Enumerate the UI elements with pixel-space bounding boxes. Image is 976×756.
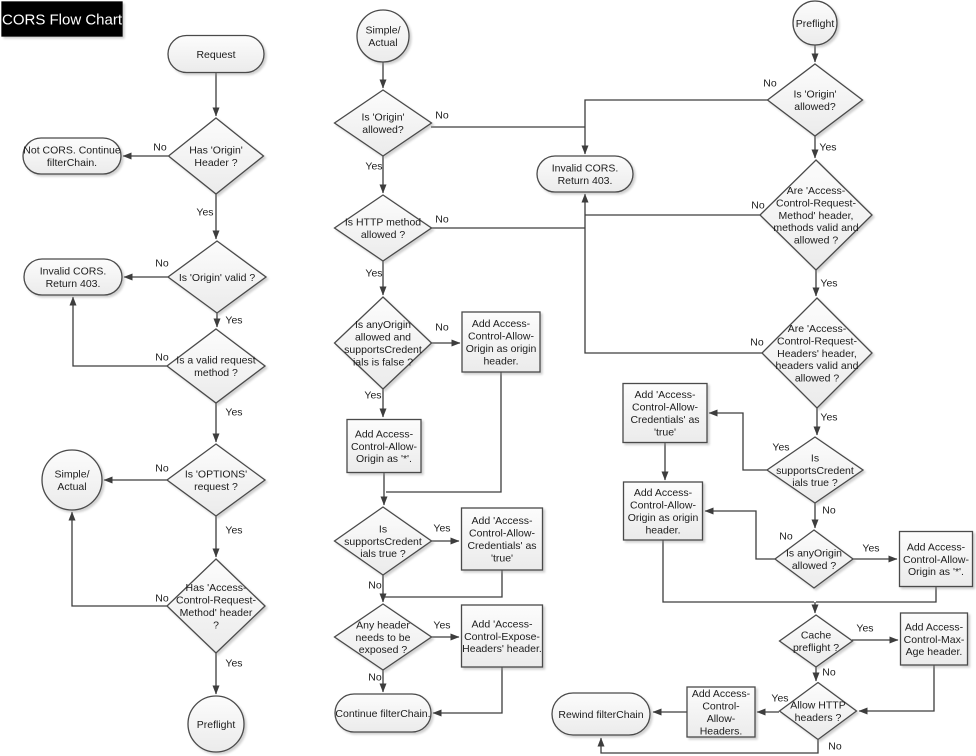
edge-label-no: No [751, 199, 765, 212]
node-left-request [168, 36, 264, 73]
node-label-mid-add-expose-headers: Add 'Access-Control-Expose-Headers' header. [462, 618, 542, 656]
edge-right-origin-allowed-no [585, 100, 768, 154]
node-left-not-cors-continue [23, 138, 121, 174]
node-mid-add-expose-headers [462, 605, 543, 667]
node-mid-simple-actual [357, 10, 409, 62]
node-mid-add-origin-as-star [347, 420, 421, 473]
node-left-has-acrm-header [167, 559, 265, 653]
edge-label-yes: Yes [225, 314, 243, 327]
node-chart-title [2, 2, 123, 36]
node-right-acrm-valid-allowed [760, 160, 872, 270]
node-label-left-simple-actual: Simple/ Actual [54, 468, 90, 493]
edge-label-yes: Yes [771, 692, 789, 705]
node-label-mid-any-header-exposed: Any header needs to be exposed ? [355, 619, 411, 657]
edge-valid-method-no [73, 297, 167, 366]
edge-label-no: No [153, 141, 167, 154]
edge-label-no: No [155, 462, 169, 475]
node-label-right-add-origin-as-origin-header: Add Access-Control-Allow-Origin as origin header. [627, 487, 699, 537]
node-label-right-is-supports-credentials: Is supportsCredent ials true ? [776, 452, 854, 490]
node-label-mid-add-origin-as-origin-header: Add Access-Control-Allow-Origin as origin header. [465, 318, 537, 368]
edge-label-no: No [822, 666, 836, 679]
edge-label-no: No [435, 213, 449, 226]
edge-label-yes: Yes [819, 141, 837, 154]
edge-label-yes: Yes [856, 622, 874, 635]
node-label-left-not-cors-continue: Not CORS. Continue filterChain. [23, 144, 121, 169]
edge-right-allowheaders-no [601, 738, 818, 753]
edge-label-no: No [155, 257, 169, 270]
edge-right-supportscred-yes [709, 413, 767, 470]
node-mid-invalid-cors [537, 156, 633, 192]
node-right-allow-http-headers [780, 683, 857, 740]
node-mid-add-origin-as-origin-header [462, 312, 540, 372]
node-label-right-allow-http-headers: Allow HTTP headers ? [790, 699, 846, 724]
edge-label-no: No [750, 336, 764, 349]
node-label-right-cache-preflight: Cache preflight ? [792, 629, 840, 654]
node-mid-add-allow-credentials [462, 508, 543, 570]
node-left-invalid-cors [24, 259, 122, 295]
node-mid-is-supports-credentials [335, 507, 432, 575]
node-label-mid-simple-actual: Simple/ Actual [365, 24, 401, 49]
edge-label-yes: Yes [862, 542, 880, 555]
node-label-left-request: Request [196, 48, 236, 61]
node-label-left-preflight: Preflight [196, 718, 236, 731]
node-label-right-add-max-age: Add Access-Control-Max-Age header. [903, 621, 965, 659]
node-right-is-origin-allowed [768, 64, 863, 136]
node-label-right-acrh-valid-allowed: Are 'Access-Control-Request-Headers' header, headers valid and allowed ? [775, 323, 859, 385]
node-mid-is-http-method-allowed [335, 195, 432, 261]
edge-label-yes: Yes [433, 522, 451, 535]
edge-has-acrm-no [72, 512, 167, 606]
node-label-left-has-acrm-header: Has 'Access-Control-Request-Method' header ? [176, 582, 256, 632]
node-left-preflight [188, 696, 244, 752]
edge-right-maxage-out [859, 665, 934, 711]
edge-label-yes: Yes [225, 406, 243, 419]
node-label-right-rewind-filterchain: Rewind filterChain [558, 708, 644, 721]
node-right-add-allow-headers [687, 687, 755, 737]
edge-label-no: No [435, 321, 449, 334]
node-mid-any-header-exposed [335, 604, 432, 670]
node-label-mid-add-allow-credentials: Add 'Access-Control-Allow-Credentials' as 'true' [467, 515, 537, 565]
node-label-left-is-origin-valid: Is 'Origin' valid ? [178, 271, 256, 284]
node-mid-is-anyorigin-supportscred [335, 297, 432, 389]
node-right-cache-preflight [780, 615, 853, 667]
node-label-chart-title: CORS Flow Chart [1, 11, 123, 29]
node-left-has-origin-header [169, 118, 264, 194]
edge-label-yes: Yes [433, 619, 451, 632]
node-label-left-invalid-cors: Invalid CORS. Return 403. [39, 265, 107, 290]
node-label-right-acrm-valid-allowed: Are 'Access-Control-Request-Method' header, methods valid and allowed ? [773, 185, 859, 247]
node-left-valid-request-method [167, 329, 265, 403]
node-right-add-origin-as-origin-header [624, 482, 703, 540]
node-label-mid-add-origin-as-star: Add Access-Control-Allow-Origin as '*'. [351, 428, 417, 466]
edge-label-no: No [155, 592, 169, 605]
node-right-add-origin-as-star [900, 532, 973, 587]
edge-label-no: No [435, 109, 449, 122]
node-label-mid-is-http-method-allowed: Is HTTP method allowed ? [344, 216, 422, 241]
edge-label-yes: Yes [820, 411, 838, 424]
node-label-left-has-origin-header: Has 'Origin' Header ? [189, 144, 243, 169]
edge-label-yes: Yes [364, 389, 382, 402]
node-label-right-add-origin-as-star: Add Access-Control-Allow-Origin as '*'. [903, 541, 969, 579]
edge-label-no: No [155, 351, 169, 364]
edge-right-anyorigin-no [705, 511, 775, 559]
node-label-mid-is-supports-credentials: Is supportsCredent ials true ? [344, 523, 422, 561]
node-label-mid-is-origin-allowed: Is 'Origin' allowed? [361, 111, 405, 136]
node-label-right-is-anyorigin-allowed: Is anyOrigin allowed ? [785, 547, 843, 572]
edge-right-star-out [816, 587, 936, 602]
edge-label-yes: Yes [225, 657, 243, 670]
edge-label-yes: Yes [365, 267, 383, 280]
edge-right-acrh-no [585, 194, 762, 353]
edge-mid-credentials-out [385, 570, 502, 597]
node-label-right-add-allow-credentials: Add 'Access-Control-Allow-Credentials' as 'true' [630, 389, 700, 439]
node-left-simple-actual [42, 450, 102, 510]
edge-label-yes: Yes [365, 160, 383, 173]
node-left-is-origin-valid [168, 241, 266, 313]
node-label-right-add-allow-headers: Add Access-Control-Allow-Headers. [691, 688, 751, 738]
edge-label-yes: Yes [820, 277, 838, 290]
node-left-is-options-request [167, 444, 265, 516]
node-right-preflight [793, 1, 837, 45]
node-right-add-max-age [901, 613, 968, 665]
edge-label-no: No [368, 671, 382, 684]
node-right-acrh-valid-allowed [762, 298, 872, 408]
node-label-mid-is-anyorigin-supportscred: Is anyOrigin allowed and supportsCredent ials is false ? [344, 319, 422, 369]
node-label-mid-invalid-cors: Invalid CORS. Return 403. [551, 162, 619, 187]
edge-label-no: No [779, 530, 793, 543]
edge-mid-expose-out [433, 667, 502, 713]
node-label-left-is-options-request: Is 'OPTIONS' request ? [184, 468, 248, 493]
edge-label-no: No [822, 504, 836, 517]
edge-label-yes: Yes [225, 524, 243, 537]
node-right-add-allow-credentials [623, 384, 707, 443]
edge-label-no: No [763, 77, 777, 90]
edge-label-no: No [368, 579, 382, 592]
node-mid-continue-filterchain [335, 694, 431, 732]
node-label-mid-continue-filterchain: Continue filterChain. [335, 707, 431, 720]
edge-label-yes: Yes [772, 441, 790, 454]
node-label-left-valid-request-method: Is a valid request method ? [176, 354, 256, 379]
node-mid-is-origin-allowed [335, 90, 432, 156]
edge-label-yes: Yes [196, 206, 214, 219]
edge-label-no: No [828, 740, 842, 753]
node-right-rewind-filterchain [552, 693, 650, 735]
node-label-right-is-origin-allowed: Is 'Origin' allowed? [793, 88, 837, 113]
node-label-right-preflight: Preflight [795, 17, 835, 30]
